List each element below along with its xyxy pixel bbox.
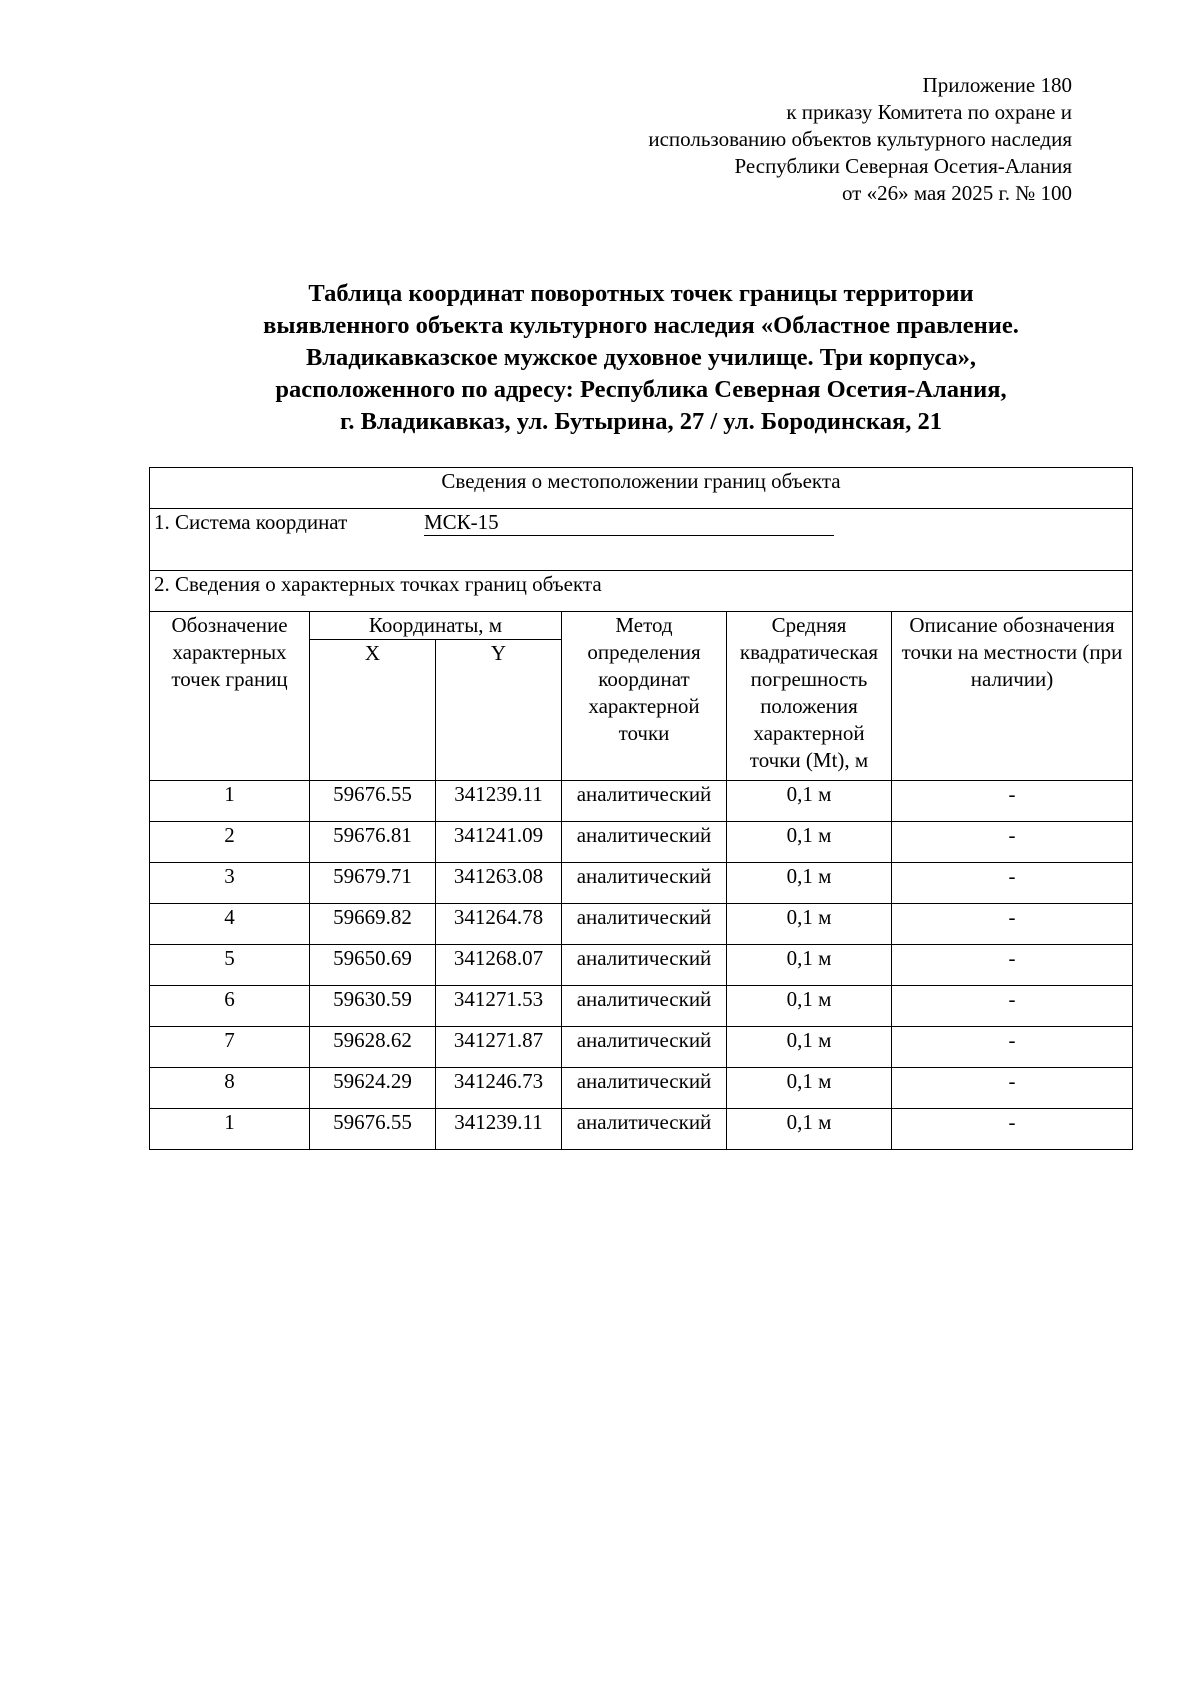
cell-description: - <box>892 986 1133 1027</box>
cell-error: 0,1 м <box>727 1109 892 1150</box>
cell-x: 59676.55 <box>310 781 436 822</box>
cell-description: - <box>892 863 1133 904</box>
cell-x: 59650.69 <box>310 945 436 986</box>
coord-system-row <box>150 509 1133 571</box>
header-y: Y <box>436 640 562 781</box>
table-row <box>150 904 1133 945</box>
table-row <box>150 945 1133 986</box>
cell-error: 0,1 м <box>727 1068 892 1109</box>
cell-point: 1 <box>150 1109 310 1150</box>
cell-error: 0,1 м <box>727 1027 892 1068</box>
cell-x: 59669.82 <box>310 904 436 945</box>
cell-point: 4 <box>150 904 310 945</box>
table-row <box>150 986 1133 1027</box>
cell-description: - <box>892 1027 1133 1068</box>
cell-description: - <box>892 904 1133 945</box>
cell-y: 341264.78 <box>436 904 562 945</box>
table-row <box>150 1027 1133 1068</box>
cell-method: аналитический <box>562 863 727 904</box>
cell-method: аналитический <box>562 1027 727 1068</box>
cell-error: 0,1 м <box>727 781 892 822</box>
appendix-line: Приложение 180 <box>922 73 1072 97</box>
section-title: Сведения о местоположении границ объекта <box>150 468 1133 509</box>
cell-point: 2 <box>150 822 310 863</box>
header-error: Средняя квадратическая погрешность положения характерной точки (Mt), м <box>727 612 892 781</box>
table-row <box>150 1068 1133 1109</box>
cell-description: - <box>892 781 1133 822</box>
cell-description: - <box>892 822 1133 863</box>
cell-error: 0,1 м <box>727 904 892 945</box>
cell-x: 59676.55 <box>310 1109 436 1150</box>
cell-x: 59624.29 <box>310 1068 436 1109</box>
cell-y: 341268.07 <box>436 945 562 986</box>
header-description: Описание обозначения точки на местности (при наличии) <box>892 612 1133 781</box>
cell-y: 341271.53 <box>436 986 562 1027</box>
cell-point: 5 <box>150 945 310 986</box>
header-x: X <box>310 640 436 781</box>
cell-error: 0,1 м <box>727 822 892 863</box>
section2-title: 2. Сведения о характерных точках границ объекта <box>150 571 1133 612</box>
table-row <box>150 863 1133 904</box>
cell-method: аналитический <box>562 945 727 986</box>
cell-description: - <box>892 945 1133 986</box>
appendix-line: от «26» мая 2025 г. № 100 <box>841 181 1072 205</box>
cell-point: 7 <box>150 1027 310 1068</box>
appendix-line: использованию объектов культурного наследия <box>648 127 1072 151</box>
cell-y: 341241.09 <box>436 822 562 863</box>
title-line: Таблица координат поворотных точек границы территории <box>308 280 974 307</box>
table-row <box>150 822 1133 863</box>
title-line: Владикавказское мужское духовное училище. Три корпуса», <box>305 344 977 371</box>
cell-point: 8 <box>150 1068 310 1109</box>
cell-y: 341271.87 <box>436 1027 562 1068</box>
cell-method: аналитический <box>562 1068 727 1109</box>
cell-method: аналитический <box>562 822 727 863</box>
cell-point: 3 <box>150 863 310 904</box>
cell-y: 341246.73 <box>436 1068 562 1109</box>
table-row <box>150 1109 1133 1150</box>
cell-x: 59676.81 <box>310 822 436 863</box>
coord-system-value: МСК-15 <box>424 509 834 536</box>
cell-description: - <box>892 1109 1133 1150</box>
title-line: г. Владикавказ, ул. Бутырина, 27 / ул. Бородинская, 21 <box>339 408 943 435</box>
cell-x: 59630.59 <box>310 986 436 1027</box>
appendix-block <box>372 72 1072 207</box>
cell-point: 6 <box>150 986 310 1027</box>
cell-y: 341239.11 <box>436 781 562 822</box>
appendix-line: к приказу Комитета по охране и <box>786 100 1072 124</box>
title-line: расположенного по адресу: Республика Северная Осетия-Алания, <box>275 376 1007 403</box>
cell-description: - <box>892 1068 1133 1109</box>
cell-method: аналитический <box>562 986 727 1027</box>
cell-y: 341239.11 <box>436 1109 562 1150</box>
cell-method: аналитический <box>562 904 727 945</box>
document-title <box>150 278 1132 438</box>
header-point: Обозначение характерных точек границ <box>150 612 310 781</box>
coordinates-table <box>149 467 1133 1150</box>
cell-x: 59679.71 <box>310 863 436 904</box>
cell-x: 59628.62 <box>310 1027 436 1068</box>
cell-error: 0,1 м <box>727 863 892 904</box>
cell-y: 341263.08 <box>436 863 562 904</box>
header-coords: Координаты, м <box>310 612 562 640</box>
cell-error: 0,1 м <box>727 986 892 1027</box>
cell-error: 0,1 м <box>727 945 892 986</box>
header-method: Метод определения координат характерной точки <box>562 612 727 781</box>
cell-point: 1 <box>150 781 310 822</box>
appendix-line: Республики Северная Осетия-Алания <box>734 154 1072 178</box>
table-row <box>150 781 1133 822</box>
title-line: выявленного объекта культурного наследия «Областное правление. <box>263 312 1019 339</box>
coord-system-label: 1. Система координат <box>154 510 348 534</box>
cell-method: аналитический <box>562 781 727 822</box>
cell-method: аналитический <box>562 1109 727 1150</box>
